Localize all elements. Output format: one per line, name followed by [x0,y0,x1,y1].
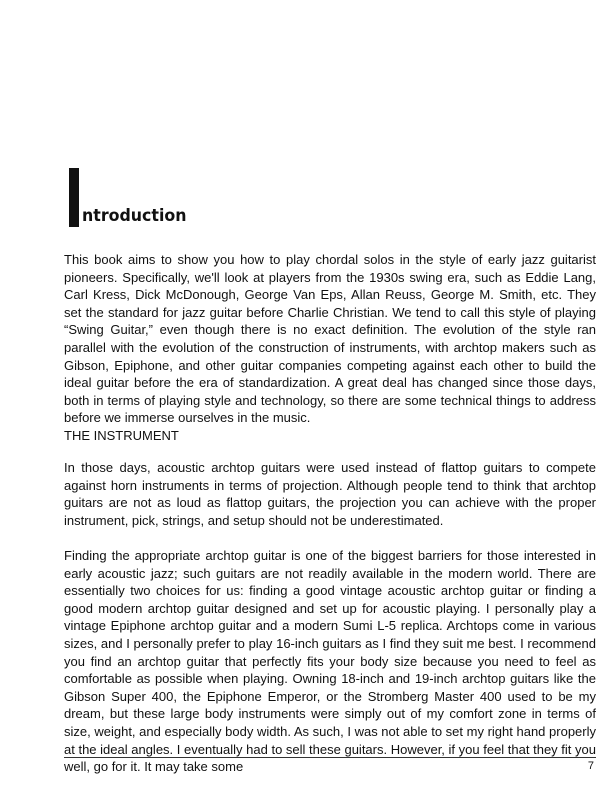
chapter-title-text: ntroduction [82,206,187,226]
footer-rule [64,757,596,758]
section-paragraph-2: Finding the appropriate archtop guitar is one of the biggest barriers for those interested in early acoustic jazz; such guitars are not readily available in the modern world. There are essentially two choices for us: finding a good vintage acoustic archtop guitar or finding a good modern archtop guitar designed and set up for acoustic playing. I personally play a vintage Epiphone archtop guitar and a modern Sumi L-5 replica. Archtops come in various sizes, and I personally prefer to play 16-inch guitars as I find they suit me best. I recommend you find an archtop guitar that perfectly fits your body size because you need to feel as comfortable as possible when playing. Owning 18-inch and 19-inch archtop guitars like the Gibson Super 400, the Epiphone Emperor, or the Stromberg Master 400 used to be my dream, but these large body instruments were simply out of my comfort zone in terms of size, weight, and especially body width. As such, I was not able to set my right hand properly at the ideal angles. I eventually had to sell these guitars. However, if you feel that they fit you well, go for it. It may take some [64,548,596,775]
page-number: 7 [587,760,594,772]
section-paragraph-1: In those days, acoustic archtop guitars were used instead of flattop guitars to compete against horn instruments in terms of projection. Although people tend to think that archtop guitars are not as loud as flattop guitars, the projection you can achieve with the proper instrument, pick, strings, and setup should not be underestimated. [64,460,596,528]
section-heading: THE INSTRUMENT [64,428,179,443]
chapter-title-drop-cap [69,168,79,227]
chapter-title [64,168,364,230]
intro-paragraph: This book aims to show you how to play chordal solos in the style of early jazz guitarist pioneers. Specifically, we'll look at players from the 1930s swing era, such as Eddie Lang, Carl Kress, Dick McDonough, George Van Eps, Allan Reuss, George M. Smith, etc. They set the standard for jazz guitar before Charlie Christian. We tend to call this style of playing “Swing Guitar,” even though there is no exact definition. The evolution of the style ran parallel with the evolution of the construction of instruments, with archtop makers such as Gibson, Epiphone, and other guitar companies competing against each other to build the ideal guitar before the era of standardization. A great deal has changed since those days, both in terms of playing style and technology, so there are some technical things to address before we immerse ourselves in the music. [64,252,596,426]
